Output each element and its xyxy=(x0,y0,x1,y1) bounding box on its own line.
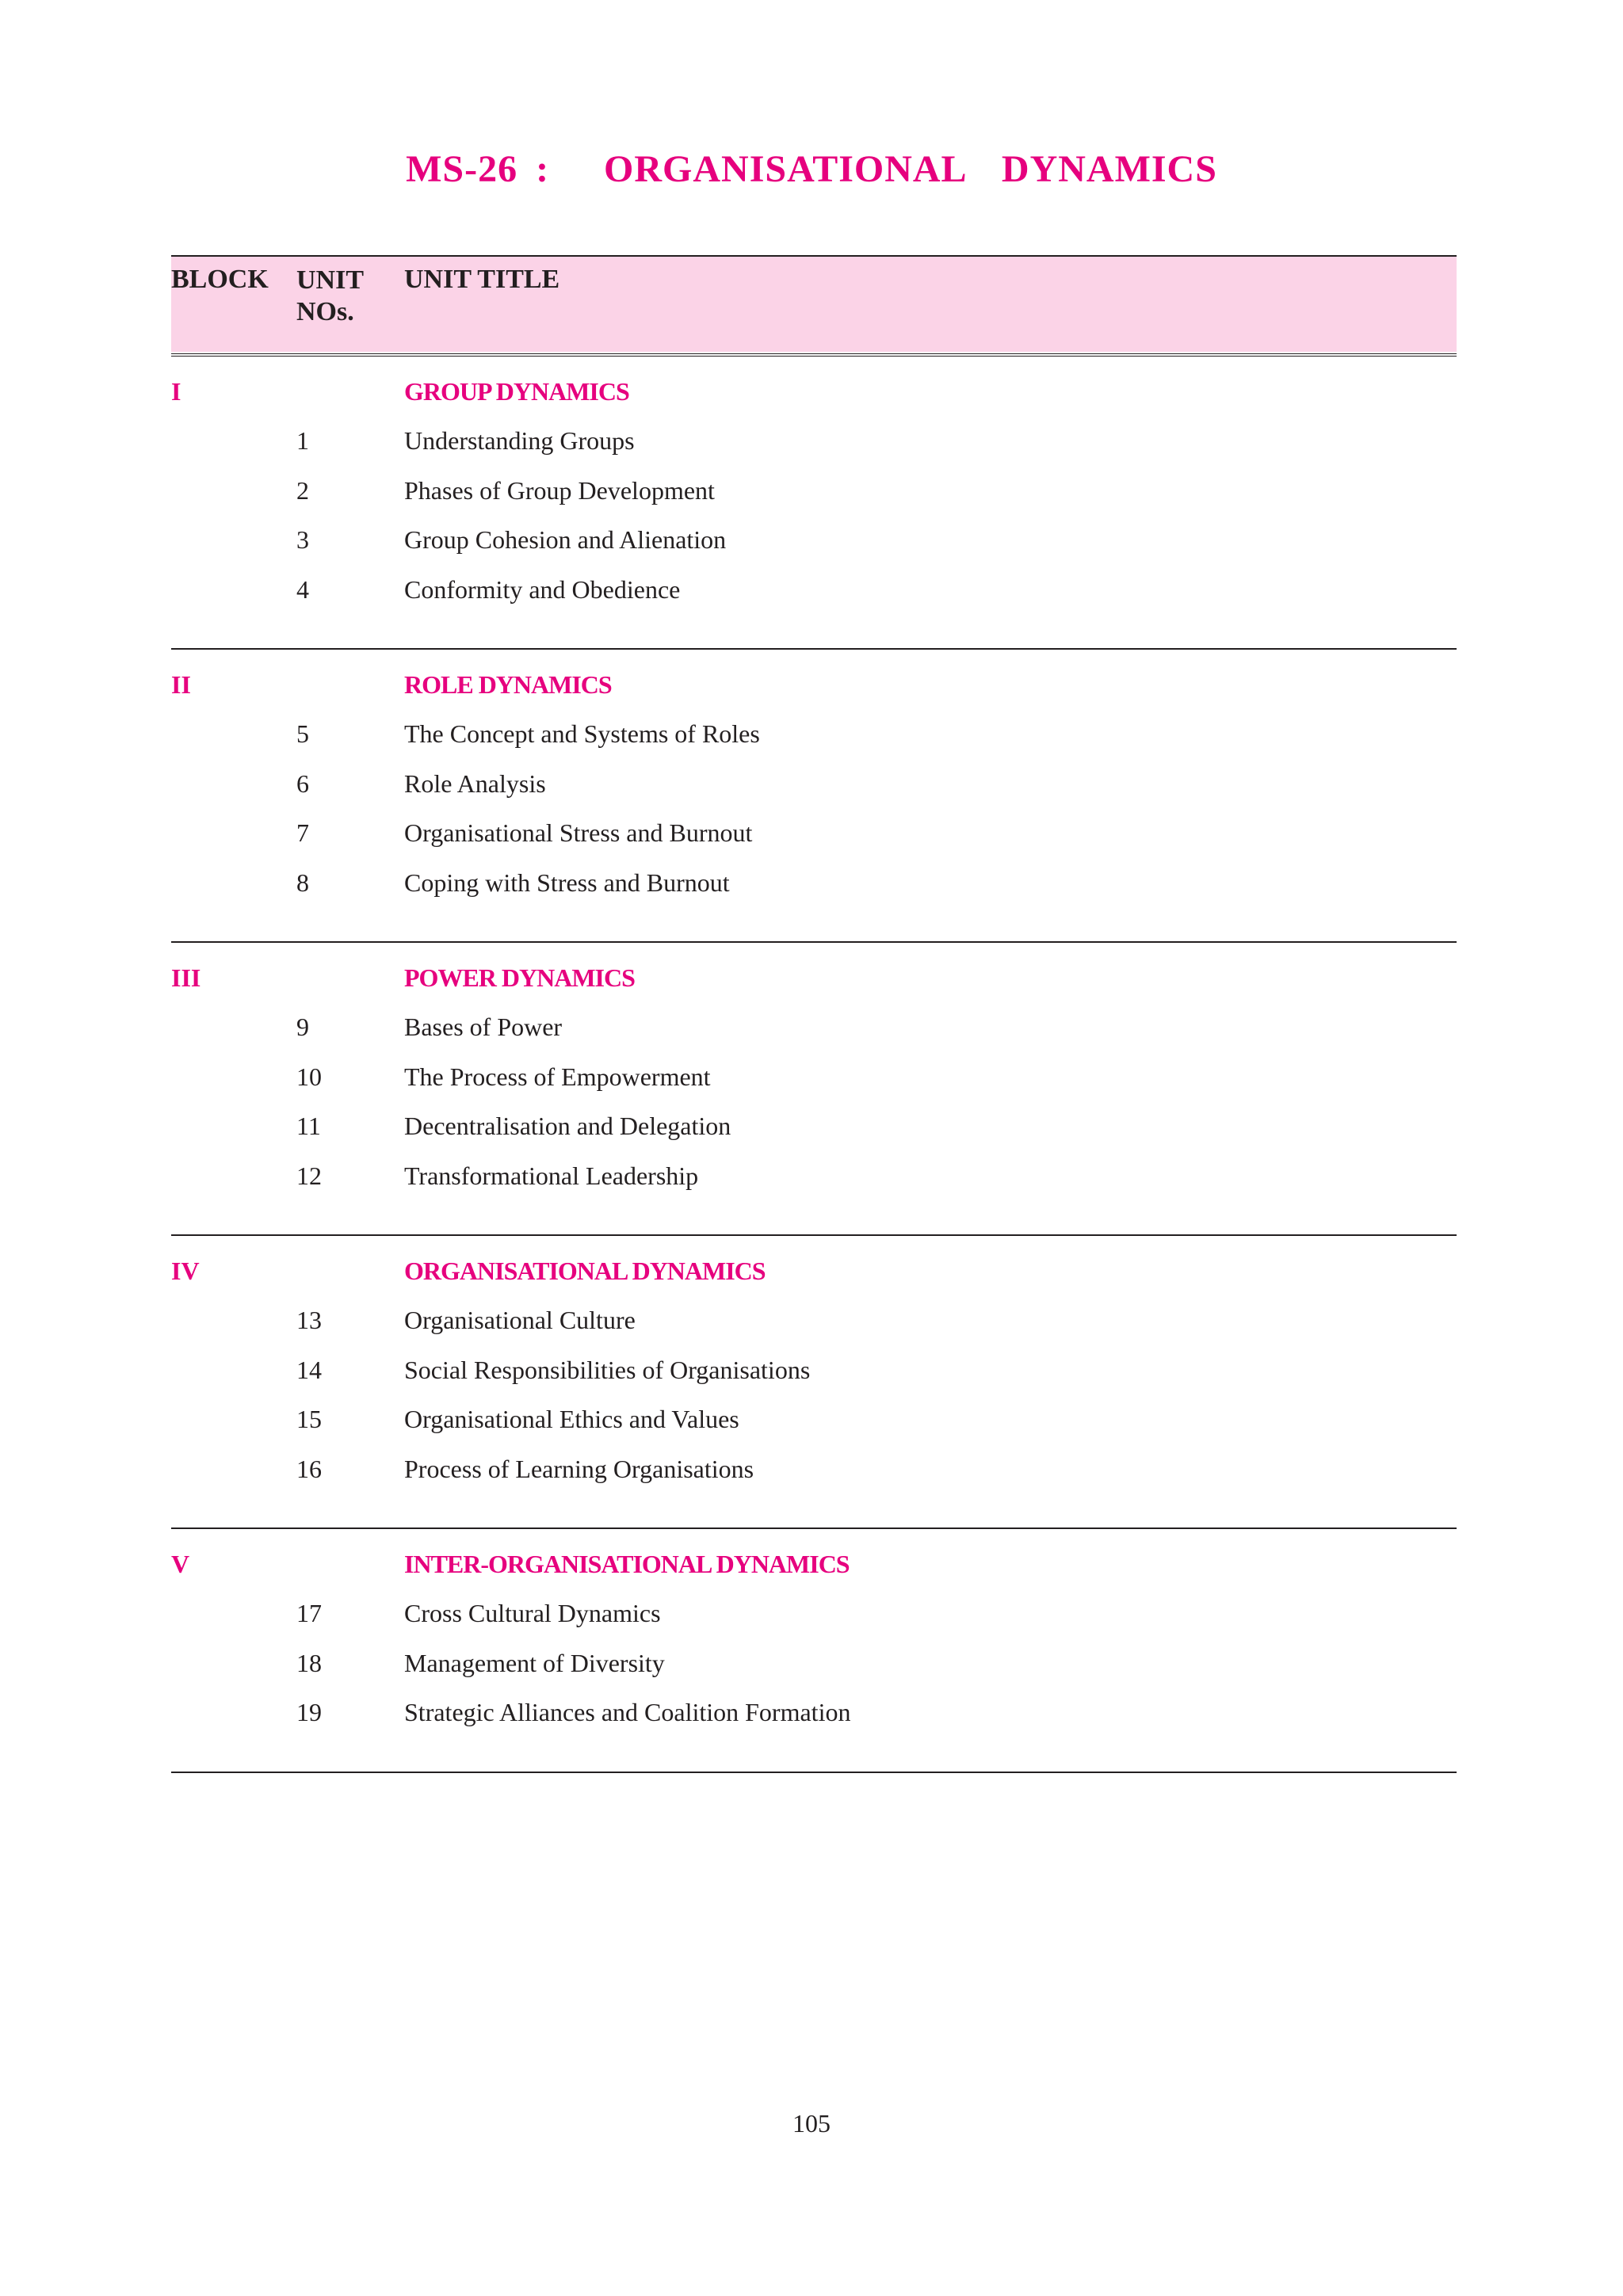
block-number: II xyxy=(171,670,191,699)
unit-title: Transformational Leadership xyxy=(404,1161,699,1190)
unit-number: 5 xyxy=(296,719,309,748)
unit-title: Process of Learning Organisations xyxy=(404,1454,754,1483)
block-heading-row xyxy=(171,1550,1457,1599)
unit-row xyxy=(171,818,1457,868)
unit-row xyxy=(171,575,1457,625)
block-number: V xyxy=(171,1550,190,1578)
block-section xyxy=(171,650,1457,943)
unit-row xyxy=(171,1013,1457,1062)
unit-number: 9 xyxy=(296,1013,309,1041)
block-number: IV xyxy=(171,1257,200,1285)
header-unit-nos-line2: NOs. xyxy=(296,297,354,326)
unit-title: Role Analysis xyxy=(404,769,546,798)
unit-row xyxy=(171,525,1457,575)
block-title: INTER-ORGANISATIONAL DYNAMICS xyxy=(404,1550,850,1578)
unit-title: Phases of Group Development xyxy=(404,475,715,505)
unit-row xyxy=(171,1161,1457,1211)
unit-number: 3 xyxy=(296,525,309,554)
unit-row xyxy=(171,1649,1457,1699)
unit-title: The Concept and Systems of Roles xyxy=(404,719,760,748)
unit-row xyxy=(171,1405,1457,1455)
unit-number: 11 xyxy=(296,1112,321,1140)
unit-title: Cross Cultural Dynamics xyxy=(404,1599,661,1627)
unit-row xyxy=(171,1455,1457,1505)
page-number: 105 xyxy=(792,2109,831,2138)
block-heading-row xyxy=(171,670,1457,719)
block-title: ORGANISATIONAL DYNAMICS xyxy=(404,1257,766,1285)
unit-title: Bases of Power xyxy=(404,1013,563,1041)
unit-number: 10 xyxy=(296,1062,322,1091)
unit-number: 16 xyxy=(296,1454,322,1483)
unit-title: Organisational Stress and Burnout xyxy=(404,818,753,847)
unit-number: 6 xyxy=(296,769,309,798)
unit-row xyxy=(171,1306,1457,1356)
block-title: GROUP DYNAMICS xyxy=(404,377,629,406)
header-unit-title: UNIT TITLE xyxy=(404,265,560,294)
unit-row xyxy=(171,868,1457,918)
header-block: BLOCK xyxy=(171,265,269,294)
unit-row xyxy=(171,476,1457,526)
unit-number: 14 xyxy=(296,1355,322,1384)
block-heading-row xyxy=(171,377,1457,426)
unit-row xyxy=(171,769,1457,819)
unit-number: 18 xyxy=(296,1648,322,1677)
block-number: I xyxy=(171,377,181,406)
block-title: ROLE DYNAMICS xyxy=(404,670,612,699)
unit-number: 19 xyxy=(296,1698,322,1726)
unit-row xyxy=(171,1112,1457,1161)
block-heading-row xyxy=(171,1257,1457,1306)
block-title: POWER DYNAMICS xyxy=(404,963,635,992)
unit-row xyxy=(171,1698,1457,1748)
unit-title: Conformity and Obedience xyxy=(404,574,681,604)
unit-title: Group Cohesion and Alienation xyxy=(404,525,727,554)
table-header xyxy=(171,257,1457,352)
unit-number: 2 xyxy=(296,475,309,505)
unit-title: Strategic Alliances and Coalition Formation xyxy=(404,1698,851,1726)
block-heading-row xyxy=(171,963,1457,1013)
unit-title: Understanding Groups xyxy=(404,426,635,455)
unit-row xyxy=(171,1599,1457,1649)
unit-title: Organisational Ethics and Values xyxy=(404,1405,739,1433)
block-section xyxy=(171,1236,1457,1529)
unit-number: 17 xyxy=(296,1599,322,1627)
unit-number: 7 xyxy=(296,818,309,847)
header-bottom-rule xyxy=(171,353,1457,354)
unit-row xyxy=(171,719,1457,769)
unit-row xyxy=(171,1062,1457,1112)
unit-number: 13 xyxy=(296,1306,322,1334)
page-title: MS-26 : ORGANISATIONAL DYNAMICS xyxy=(406,148,1217,190)
block-number: III xyxy=(171,963,201,992)
unit-number: 8 xyxy=(296,868,309,897)
unit-title: Management of Diversity xyxy=(404,1648,665,1677)
block-section xyxy=(171,1529,1457,1773)
unit-number: 15 xyxy=(296,1405,322,1433)
unit-number: 4 xyxy=(296,574,309,604)
unit-title: Coping with Stress and Burnout xyxy=(404,868,730,897)
block-section xyxy=(171,943,1457,1236)
unit-title: Decentralisation and Delegation xyxy=(404,1112,731,1140)
unit-title: The Process of Empowerment xyxy=(404,1062,711,1091)
unit-number: 12 xyxy=(296,1161,322,1190)
header-unit-nos xyxy=(296,265,364,328)
contents-table xyxy=(171,255,1457,1773)
unit-title: Social Responsibilities of Organisations xyxy=(404,1355,811,1384)
header-unit-nos-line1: UNIT xyxy=(296,265,365,295)
unit-row xyxy=(171,1356,1457,1405)
block-section xyxy=(171,357,1457,650)
unit-row xyxy=(171,426,1457,476)
unit-number: 1 xyxy=(296,426,309,455)
unit-title: Organisational Culture xyxy=(404,1306,636,1334)
